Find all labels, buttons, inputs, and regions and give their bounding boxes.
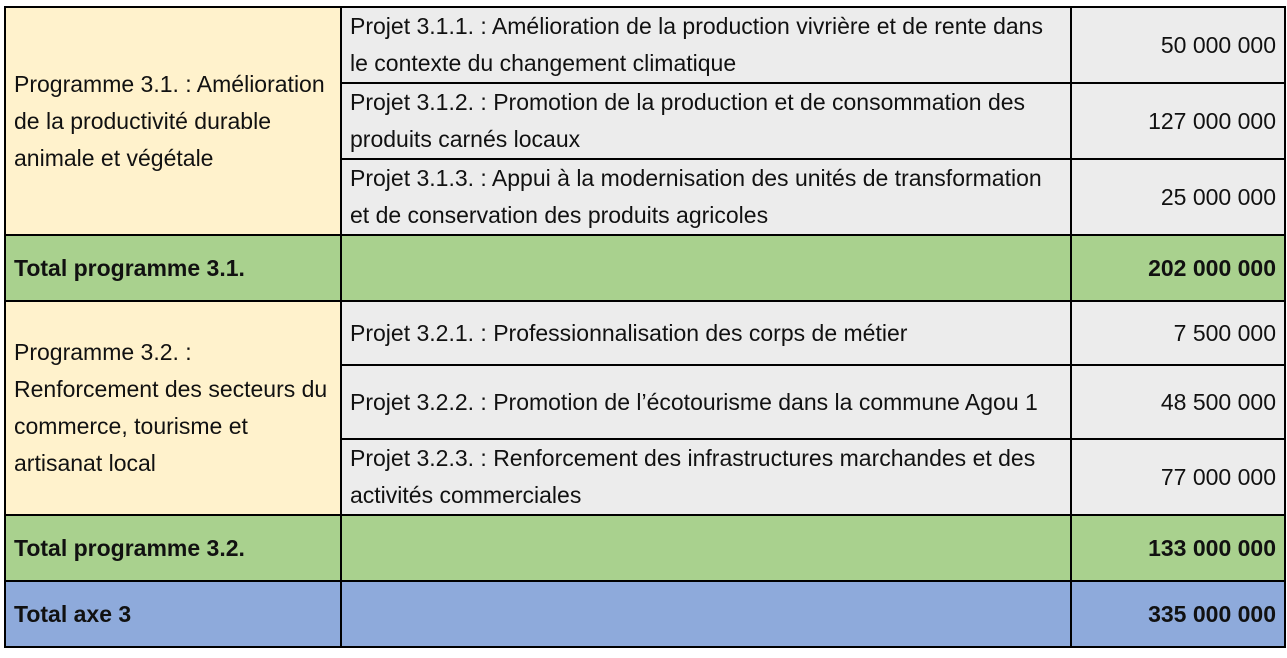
projet-3-1-1-amount: 50 000 000 xyxy=(1071,7,1285,83)
projet-3-1-2-label: Projet 3.1.2. : Promotion de la production et de consommation des produits carnés locaux xyxy=(341,83,1071,159)
budget-table xyxy=(4,6,1286,648)
total-programme-3-1-amount: 202 000 000 xyxy=(1071,235,1285,301)
total-row xyxy=(5,515,1285,581)
projet-3-1-1-label: Projet 3.1.1. : Amélioration de la production vivrière et de rente dans le contexte du changement climatique xyxy=(341,7,1071,83)
empty-cell xyxy=(341,581,1071,647)
projet-3-2-3-label: Projet 3.2.3. : Renforcement des infrastructures marchandes et des activités commerciales xyxy=(341,439,1071,515)
total-axe-3-label: Total axe 3 xyxy=(5,581,341,647)
empty-cell xyxy=(341,515,1071,581)
table-row xyxy=(5,7,1285,83)
projet-3-2-1-amount: 7 500 000 xyxy=(1071,301,1285,365)
total-programme-3-2-amount: 133 000 000 xyxy=(1071,515,1285,581)
grand-total-row xyxy=(5,581,1285,647)
table-row xyxy=(5,301,1285,365)
programme-3-2-label: Programme 3.2. : Renforcement des secteurs du commerce, tourisme et artisanat local xyxy=(5,301,341,515)
total-programme-3-2-label: Total programme 3.2. xyxy=(5,515,341,581)
projet-3-2-2-label: Projet 3.2.2. : Promotion de l’écotourisme dans la commune Agou 1 xyxy=(341,365,1071,439)
empty-cell xyxy=(341,235,1071,301)
projet-3-2-1-label: Projet 3.2.1. : Professionnalisation des corps de métier xyxy=(341,301,1071,365)
projet-3-2-3-amount: 77 000 000 xyxy=(1071,439,1285,515)
programme-3-1-label: Programme 3.1. : Amélioration de la productivité durable animale et végétale xyxy=(5,7,341,235)
total-programme-3-1-label: Total programme 3.1. xyxy=(5,235,341,301)
projet-3-1-3-amount: 25 000 000 xyxy=(1071,159,1285,235)
projet-3-1-3-label: Projet 3.1.3. : Appui à la modernisation des unités de transformation et de conservation des produits agricoles xyxy=(341,159,1071,235)
total-axe-3-amount: 335 000 000 xyxy=(1071,581,1285,647)
projet-3-1-2-amount: 127 000 000 xyxy=(1071,83,1285,159)
projet-3-2-2-amount: 48 500 000 xyxy=(1071,365,1285,439)
total-row xyxy=(5,235,1285,301)
